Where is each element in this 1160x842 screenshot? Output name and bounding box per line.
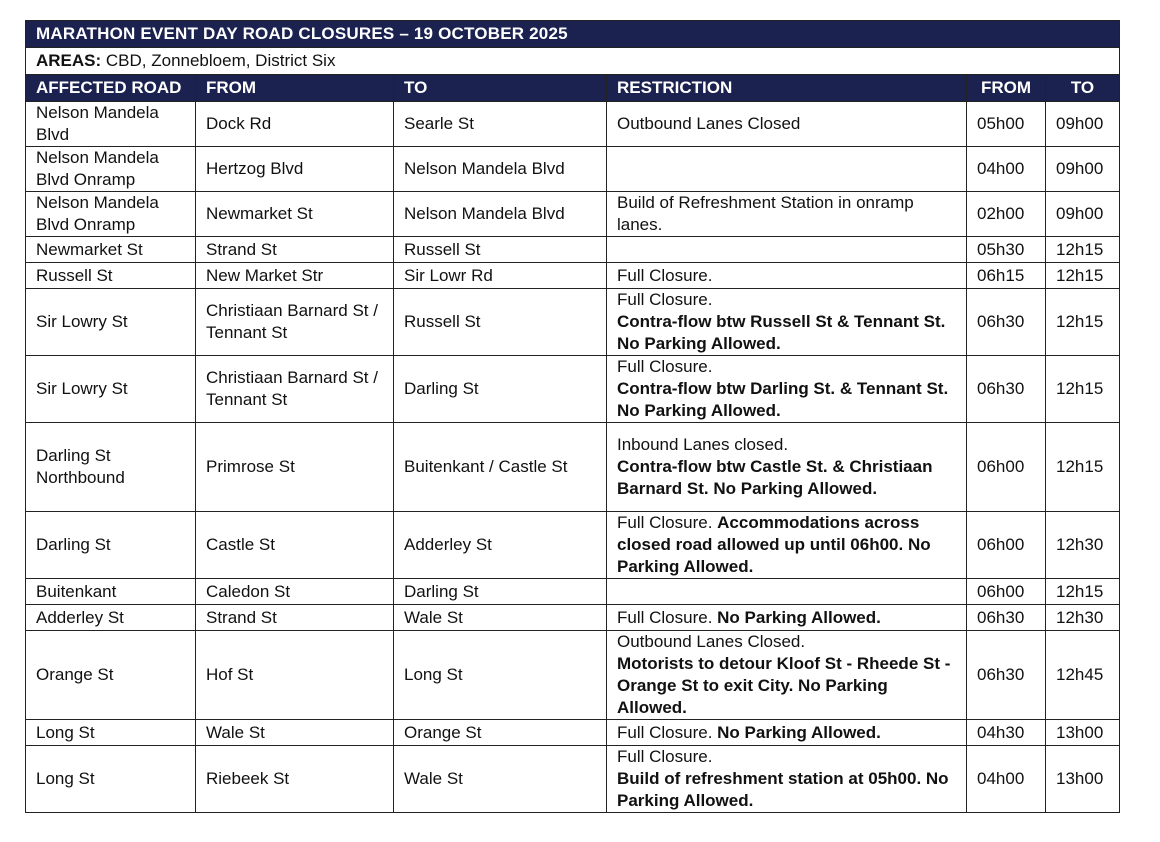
cell-restriction	[607, 512, 967, 579]
cell-to: Buitenkant / Castle St	[394, 423, 607, 512]
cell-restriction	[607, 237, 967, 263]
cell-to: Darling St	[394, 579, 607, 605]
cell-from: Newmarket St	[196, 192, 394, 237]
table-row	[26, 720, 1120, 746]
cell-restriction	[607, 720, 967, 746]
cell-time-from: 06h30	[967, 289, 1046, 356]
cell-restriction	[607, 579, 967, 605]
cell-affected-road: Newmarket St	[26, 237, 196, 263]
cell-time-from: 04h30	[967, 720, 1046, 746]
table-row	[26, 423, 1120, 512]
cell-to: Long St	[394, 631, 607, 720]
col-header-restriction: RESTRICTION	[607, 75, 967, 102]
cell-restriction	[607, 192, 967, 237]
cell-from: Riebeek St	[196, 746, 394, 813]
cell-time-from: 06h30	[967, 631, 1046, 720]
areas-cell	[26, 48, 1120, 75]
table-row	[26, 631, 1120, 720]
table-row	[26, 147, 1120, 192]
restriction-text: Full Closure.	[617, 357, 713, 376]
cell-to: Nelson Mandela Blvd	[394, 192, 607, 237]
restriction-text: Inbound Lanes closed.	[617, 435, 789, 454]
cell-restriction	[607, 147, 967, 192]
cell-to: Russell St	[394, 237, 607, 263]
cell-from: Strand St	[196, 605, 394, 631]
cell-affected-road: Darling St	[26, 512, 196, 579]
cell-to: Searle St	[394, 102, 607, 147]
cell-time-to: 12h30	[1046, 605, 1120, 631]
cell-affected-road: Russell St	[26, 263, 196, 289]
road-closures-table	[25, 20, 1120, 813]
table-row	[26, 605, 1120, 631]
cell-affected-road: Buitenkant	[26, 579, 196, 605]
table-row	[26, 512, 1120, 579]
cell-time-to: 12h30	[1046, 512, 1120, 579]
cell-restriction	[607, 289, 967, 356]
restriction-emphasis-text: No Parking Allowed.	[717, 607, 881, 627]
cell-affected-road: Nelson Mandela Blvd Onramp	[26, 192, 196, 237]
cell-time-to: 12h15	[1046, 237, 1120, 263]
cell-affected-road: Long St	[26, 746, 196, 813]
col-header-time-from: FROM	[967, 75, 1046, 102]
cell-to: Sir Lowr Rd	[394, 263, 607, 289]
cell-from: Caledon St	[196, 579, 394, 605]
cell-affected-road: Orange St	[26, 631, 196, 720]
cell-time-to: 12h15	[1046, 289, 1120, 356]
restriction-text: Outbound Lanes Closed	[617, 114, 801, 133]
col-header-from: FROM	[196, 75, 394, 102]
cell-from: Christiaan Barnard St / Tennant St	[196, 356, 394, 423]
restriction-text: Full Closure.	[617, 722, 718, 742]
cell-time-to: 12h45	[1046, 631, 1120, 720]
restriction-emphasis-text: Contra-flow btw Castle St. & Christiaan Barnard St. No Parking Allowed.	[617, 457, 933, 498]
table-row	[26, 237, 1120, 263]
cell-from: Hertzog Blvd	[196, 147, 394, 192]
cell-from: Primrose St	[196, 423, 394, 512]
table-row	[26, 289, 1120, 356]
restriction-text: Full Closure.	[617, 513, 718, 532]
cell-to: Russell St	[394, 289, 607, 356]
table-row	[26, 102, 1120, 147]
cell-time-from: 06h30	[967, 605, 1046, 631]
cell-restriction	[607, 263, 967, 289]
cell-to: Orange St	[394, 720, 607, 746]
column-header-row	[26, 75, 1120, 102]
cell-time-from: 06h00	[967, 423, 1046, 512]
restriction-emphasis-text: Contra-flow btw Russell St & Tennant St. No Parking Allowed.	[617, 312, 946, 353]
cell-time-to: 13h00	[1046, 720, 1120, 746]
areas-label: AREAS:	[36, 51, 102, 70]
cell-time-to: 09h00	[1046, 192, 1120, 237]
cell-time-from: 04h00	[967, 147, 1046, 192]
areas-row	[26, 48, 1120, 75]
restriction-emphasis-text: Build of refreshment station at 05h00. No Parking Allowed.	[617, 769, 949, 810]
cell-from: Strand St	[196, 237, 394, 263]
cell-affected-road: Sir Lowry St	[26, 289, 196, 356]
cell-affected-road: Long St	[26, 720, 196, 746]
cell-time-from: 04h00	[967, 746, 1046, 813]
col-header-affected-road: AFFECTED ROAD	[26, 75, 196, 102]
cell-time-from: 06h00	[967, 512, 1046, 579]
restriction-emphasis-text: Motorists to detour Kloof St - Rheede St - Orange St to exit City. No Parking Allowed.	[617, 654, 951, 717]
cell-from: Castle St	[196, 512, 394, 579]
title-row	[26, 21, 1120, 48]
cell-from: Wale St	[196, 720, 394, 746]
restriction-text: Full Closure.	[617, 265, 713, 285]
cell-time-to: 12h15	[1046, 356, 1120, 423]
cell-to: Nelson Mandela Blvd	[394, 147, 607, 192]
table-body	[26, 102, 1120, 813]
table-title: MARATHON EVENT DAY ROAD CLOSURES – 19 OCTOBER 2025	[26, 21, 1120, 48]
restriction-emphasis-text: No Parking Allowed.	[717, 722, 881, 742]
cell-time-from: 06h00	[967, 579, 1046, 605]
col-header-time-to: TO	[1046, 75, 1120, 102]
restriction-text: Build of Refreshment Station in onramp lanes.	[617, 193, 914, 234]
cell-time-to: 13h00	[1046, 746, 1120, 813]
cell-time-to: 12h15	[1046, 579, 1120, 605]
restriction-text: Full Closure.	[617, 747, 713, 766]
restriction-emphasis-text: Contra-flow btw Darling St. & Tennant St. No Parking Allowed.	[617, 379, 949, 420]
cell-to: Wale St	[394, 746, 607, 813]
cell-time-from: 05h30	[967, 237, 1046, 263]
restriction-text: Outbound Lanes Closed.	[617, 632, 806, 651]
cell-restriction	[607, 423, 967, 512]
areas-value: CBD, Zonnebloem, District Six	[101, 51, 336, 70]
cell-affected-road: Sir Lowry St	[26, 356, 196, 423]
cell-from: Christiaan Barnard St / Tennant St	[196, 289, 394, 356]
table-row	[26, 579, 1120, 605]
cell-from: New Market Str	[196, 263, 394, 289]
cell-to: Darling St	[394, 356, 607, 423]
restriction-text: Full Closure.	[617, 607, 718, 627]
cell-restriction	[607, 631, 967, 720]
restriction-text: Full Closure.	[617, 290, 713, 309]
cell-from: Hof St	[196, 631, 394, 720]
cell-time-to: 12h15	[1046, 263, 1120, 289]
restriction-emphasis-text: Accommodations across closed road allowed up until 06h00. No Parking Allowed.	[617, 513, 931, 576]
cell-affected-road: Nelson Mandela Blvd Onramp	[26, 147, 196, 192]
cell-to: Adderley St	[394, 512, 607, 579]
cell-restriction	[607, 605, 967, 631]
cell-restriction	[607, 746, 967, 813]
cell-affected-road: Nelson Mandela Blvd	[26, 102, 196, 147]
cell-time-from: 05h00	[967, 102, 1046, 147]
cell-from: Dock Rd	[196, 102, 394, 147]
table-row	[26, 746, 1120, 813]
cell-affected-road: Adderley St	[26, 605, 196, 631]
cell-restriction	[607, 102, 967, 147]
table-row	[26, 263, 1120, 289]
cell-restriction	[607, 356, 967, 423]
cell-time-from: 06h30	[967, 356, 1046, 423]
cell-affected-road: Darling St Northbound	[26, 423, 196, 512]
cell-time-to: 12h15	[1046, 423, 1120, 512]
cell-time-to: 09h00	[1046, 147, 1120, 192]
col-header-to: TO	[394, 75, 607, 102]
cell-time-to: 09h00	[1046, 102, 1120, 147]
cell-time-from: 02h00	[967, 192, 1046, 237]
table-row	[26, 192, 1120, 237]
table-row	[26, 356, 1120, 423]
cell-time-from: 06h15	[967, 263, 1046, 289]
cell-to: Wale St	[394, 605, 607, 631]
